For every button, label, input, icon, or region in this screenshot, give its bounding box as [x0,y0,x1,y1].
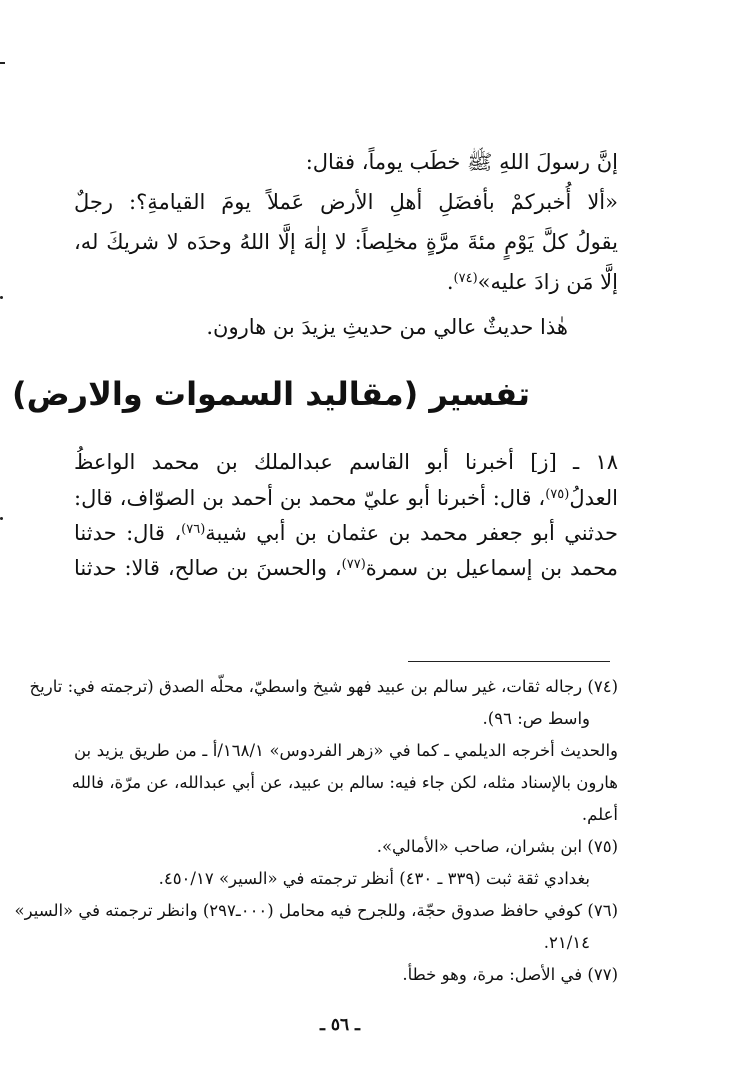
hadith-text-line [390,264,618,297]
hadith-text-line: إنَّ رسولَ اللهِ ﷺ خطَب يوماً، فقال: [305,150,618,174]
text-part: محمد بن إسماعيل بن سمرة [365,556,618,580]
line-end: . [446,270,454,294]
footnote-77: (٧٧) في الأصل: مرة، وهو خطأ. [402,965,618,984]
hadith-text-line [74,515,618,548]
margin-mark [0,517,3,520]
footnote-75: (٧٥) ابن بشران، صاحب «الأمالي». [376,837,618,856]
footnote-76-cont: ٢١/١٤. [543,933,590,952]
footnote-74: (٧٤) رجاله ثقات، غير سالم بن عبيد فهو شيخ واسطيّ، محلّه الصدق (ترجمته في: تاريخ [29,677,618,696]
footnote-ref: (٧٧) [341,557,366,572]
comment-text-line: هٰذا حديثٌ عالي من حديثِ يزيدَ بن هارون. [206,315,568,339]
footnote-74-cont: أعلم. [581,805,618,824]
text-part: ، قال: حدثنا [74,521,182,545]
text-part: العدلُ [569,486,618,510]
footnote-separator [408,661,610,662]
footnote-76: (٧٦) كوفي حافظ صدوق حجّة، وللجرح فيه محامل (٠٠٠ـ٢٩٧) وانظر ترجمته في «السير» [14,901,618,920]
section-heading: تفسير (مقاليد السموات والارض) [11,375,530,413]
hadith-text-line: يقولُ كلَّ يَوْمٍ مئةَ مرَّةٍ مخلِصاً: لا إلٰهَ إلَّا اللهُ وحدَه لا شريكَ له، [74,230,618,254]
hadith-text-line [74,550,618,583]
footnote-74-cont: والحديث أخرجه الديلمي ـ كما في «زهر الفردوس» ١٦٨/١/أ ـ من طريق يزيد بن [74,741,618,760]
hadith-text-line [74,480,618,513]
hadith-text-line: «ألا أُخبركمْ بأفضَلِ أهلِ الأرض عَملاً يومَ القيامةِ؟: رجلٌ [74,190,618,214]
footnote-ref: (٧٥) [545,487,570,502]
hadith-text-line: ١٨ ـ [ز] أخبرنا أبو القاسم عبدالملك بن محمد الواعظُ [74,450,618,474]
page-number: ـ ٥٦ ـ [319,1015,361,1035]
footnote-ref: (٧٦) [181,522,206,537]
footnote-75-cont: بغدادي ثقة ثبت (٣٣٩ ـ ٤٣٠) أنظر ترجمته في «السير» ٤٥٠/١٧. [158,869,590,888]
text-part: ، قال: أخبرنا أبو عليّ محمد بن أحمد بن الصوّاف، قال: [74,486,546,510]
footnote-74-cont: هارون بالإسناد مثله، لكن جاء فيه: سالم بن عبيد، عن أبي عبدالله، عن مرّة، فالله [71,773,618,792]
footnote-74-cont: واسط ص: ٩٦). [482,709,590,728]
margin-mark [0,62,5,64]
text-part: حدثني أبو جعفر محمد بن عثمان بن أبي شيبة [205,521,618,545]
footnote-ref: (٧٤) [453,271,478,286]
quote-text: إلَّا مَن زادَ عليه» [477,270,618,294]
margin-mark [0,296,3,299]
text-part: ، والحسنَ بن صالح، قالا: حدثنا [74,556,342,580]
